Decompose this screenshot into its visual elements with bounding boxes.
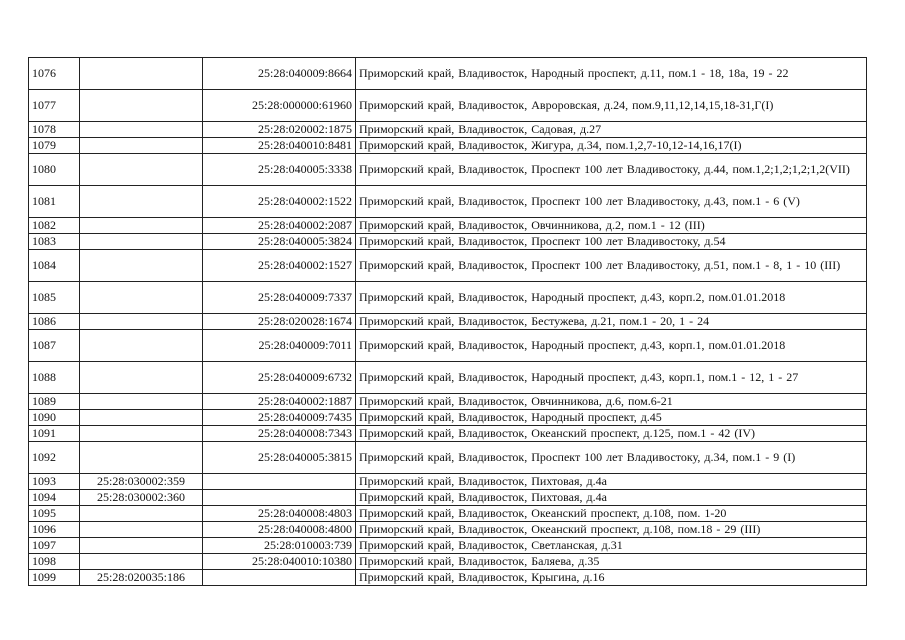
table-row <box>29 186 867 218</box>
old-cadastral-number-cell <box>80 522 203 538</box>
table-row <box>29 218 867 234</box>
old-cadastral-number-cell <box>80 90 203 122</box>
row-number-cell: 1090 <box>29 410 80 426</box>
address-cell: Приморский край, Владивосток, Проспект 100 лет Владивостоку, д.44, пом.1,2;1,2;1,2;1,2(VII) <box>356 154 867 186</box>
table-row <box>29 506 867 522</box>
old-cadastral-number-cell <box>80 138 203 154</box>
row-number-cell: 1099 <box>29 570 80 586</box>
row-number-cell: 1088 <box>29 362 80 394</box>
cadastral-number-cell: 25:28:040002:1522 <box>203 186 356 218</box>
row-number-cell: 1078 <box>29 122 80 138</box>
address-cell: Приморский край, Владивосток, Народный проспект, д.43, корп.1, пом.1 - 12, 1 - 27 <box>356 362 867 394</box>
row-number-cell: 1085 <box>29 282 80 314</box>
table-row <box>29 426 867 442</box>
old-cadastral-number-cell <box>80 218 203 234</box>
cadastral-number-cell: 25:28:040009:7337 <box>203 282 356 314</box>
row-number-cell: 1097 <box>29 538 80 554</box>
row-number-cell: 1084 <box>29 250 80 282</box>
cadastral-number-cell: 25:28:010003:739 <box>203 538 356 554</box>
cadastral-number-cell <box>203 490 356 506</box>
row-number-cell: 1082 <box>29 218 80 234</box>
address-cell: Приморский край, Владивосток, Проспект 100 лет Владивостоку, д.34, пом.1 - 9 (I) <box>356 442 867 474</box>
old-cadastral-number-cell <box>80 234 203 250</box>
cadastral-number-cell: 25:28:040005:3815 <box>203 442 356 474</box>
row-number-cell: 1096 <box>29 522 80 538</box>
table-row <box>29 410 867 426</box>
table-row <box>29 154 867 186</box>
address-cell: Приморский край, Владивосток, Океанский проспект, д.108, пом.18 - 29 (III) <box>356 522 867 538</box>
old-cadastral-number-cell: 25:28:030002:359 <box>80 474 203 490</box>
table-row <box>29 330 867 362</box>
address-cell: Приморский край, Владивосток, Народный проспект, д.45 <box>356 410 867 426</box>
row-number-cell: 1086 <box>29 314 80 330</box>
address-cell: Приморский край, Владивосток, Жигура, д.34, пом.1,2,7-10,12-14,16,17(I) <box>356 138 867 154</box>
address-cell: Приморский край, Владивосток, Океанский проспект, д.108, пом. 1-20 <box>356 506 867 522</box>
row-number-cell: 1083 <box>29 234 80 250</box>
cadastral-number-cell: 25:28:040009:6732 <box>203 362 356 394</box>
old-cadastral-number-cell <box>80 362 203 394</box>
old-cadastral-number-cell <box>80 314 203 330</box>
table-row <box>29 554 867 570</box>
address-cell: Приморский край, Владивосток, Океанский проспект, д.125, пом.1 - 42 (IV) <box>356 426 867 442</box>
old-cadastral-number-cell <box>80 442 203 474</box>
cadastral-number-cell: 25:28:040009:8664 <box>203 58 356 90</box>
table-row <box>29 394 867 410</box>
table-row <box>29 362 867 394</box>
table-row <box>29 442 867 474</box>
cadastral-number-cell: 25:28:040005:3824 <box>203 234 356 250</box>
table-row <box>29 90 867 122</box>
cadastral-number-cell: 25:28:040002:2087 <box>203 218 356 234</box>
address-cell: Приморский край, Владивосток, Пихтовая, д.4а <box>356 474 867 490</box>
row-number-cell: 1080 <box>29 154 80 186</box>
table-row <box>29 234 867 250</box>
cadastral-number-cell: 25:28:040008:7343 <box>203 426 356 442</box>
row-number-cell: 1079 <box>29 138 80 154</box>
old-cadastral-number-cell: 25:28:020035:186 <box>80 570 203 586</box>
table-row <box>29 474 867 490</box>
address-cell: Приморский край, Владивосток, Бестужева, д.21, пом.1 - 20, 1 - 24 <box>356 314 867 330</box>
old-cadastral-number-cell <box>80 394 203 410</box>
old-cadastral-number-cell <box>80 154 203 186</box>
old-cadastral-number-cell <box>80 554 203 570</box>
cadastral-number-cell: 25:28:040008:4803 <box>203 506 356 522</box>
row-number-cell: 1089 <box>29 394 80 410</box>
table-row <box>29 138 867 154</box>
cadastral-number-cell: 25:28:040009:7011 <box>203 330 356 362</box>
table-row <box>29 250 867 282</box>
cadastral-number-cell: 25:28:040002:1527 <box>203 250 356 282</box>
row-number-cell: 1087 <box>29 330 80 362</box>
table-row <box>29 522 867 538</box>
old-cadastral-number-cell <box>80 426 203 442</box>
address-cell: Приморский край, Владивосток, Баляева, д.35 <box>356 554 867 570</box>
old-cadastral-number-cell <box>80 250 203 282</box>
cadastral-number-cell: 25:28:000000:61960 <box>203 90 356 122</box>
cadastral-number-cell: 25:28:040009:7435 <box>203 410 356 426</box>
row-number-cell: 1076 <box>29 58 80 90</box>
old-cadastral-number-cell: 25:28:030002:360 <box>80 490 203 506</box>
table-row <box>29 58 867 90</box>
address-cell: Приморский край, Владивосток, Светланская, д.31 <box>356 538 867 554</box>
old-cadastral-number-cell <box>80 410 203 426</box>
address-cell: Приморский край, Владивосток, Народный проспект, д.11, пом.1 - 18, 18а, 19 - 22 <box>356 58 867 90</box>
address-cell: Приморский край, Владивосток, Крыгина, д.16 <box>356 570 867 586</box>
registry-table-body <box>29 58 867 586</box>
row-number-cell: 1081 <box>29 186 80 218</box>
address-cell: Приморский край, Владивосток, Проспект 100 лет Владивостоку, д.51, пом.1 - 8, 1 - 10 (III) <box>356 250 867 282</box>
old-cadastral-number-cell <box>80 506 203 522</box>
table-row <box>29 570 867 586</box>
address-cell: Приморский край, Владивосток, Овчинникова, д.2, пом.1 - 12 (III) <box>356 218 867 234</box>
row-number-cell: 1094 <box>29 490 80 506</box>
address-cell: Приморский край, Владивосток, Народный проспект, д.43, корп.1, пом.01.01.2018 <box>356 330 867 362</box>
registry-table <box>28 57 867 586</box>
old-cadastral-number-cell <box>80 186 203 218</box>
address-cell: Приморский край, Владивосток, Пихтовая, д.4а <box>356 490 867 506</box>
row-number-cell: 1092 <box>29 442 80 474</box>
address-cell: Приморский край, Владивосток, Садовая, д.27 <box>356 122 867 138</box>
table-row <box>29 490 867 506</box>
table-row <box>29 314 867 330</box>
table-row <box>29 538 867 554</box>
address-cell: Приморский край, Владивосток, Овчинникова, д.6, пом.6-21 <box>356 394 867 410</box>
address-cell: Приморский край, Владивосток, Проспект 100 лет Владивостоку, д.43, пом.1 - 6 (V) <box>356 186 867 218</box>
table-row <box>29 122 867 138</box>
cadastral-number-cell: 25:28:020028:1674 <box>203 314 356 330</box>
cadastral-number-cell: 25:28:040008:4800 <box>203 522 356 538</box>
row-number-cell: 1091 <box>29 426 80 442</box>
old-cadastral-number-cell <box>80 282 203 314</box>
row-number-cell: 1077 <box>29 90 80 122</box>
address-cell: Приморский край, Владивосток, Проспект 100 лет Владивостоку, д.54 <box>356 234 867 250</box>
cadastral-number-cell <box>203 474 356 490</box>
cadastral-number-cell <box>203 570 356 586</box>
old-cadastral-number-cell <box>80 58 203 90</box>
row-number-cell: 1098 <box>29 554 80 570</box>
address-cell: Приморский край, Владивосток, Авроровская, д.24, пом.9,11,12,14,15,18-31,Г(I) <box>356 90 867 122</box>
cadastral-number-cell: 25:28:020002:1875 <box>203 122 356 138</box>
cadastral-number-cell: 25:28:040010:8481 <box>203 138 356 154</box>
cadastral-number-cell: 25:28:040002:1887 <box>203 394 356 410</box>
table-row <box>29 282 867 314</box>
cadastral-number-cell: 25:28:040010:10380 <box>203 554 356 570</box>
row-number-cell: 1093 <box>29 474 80 490</box>
row-number-cell: 1095 <box>29 506 80 522</box>
old-cadastral-number-cell <box>80 538 203 554</box>
cadastral-number-cell: 25:28:040005:3338 <box>203 154 356 186</box>
old-cadastral-number-cell <box>80 122 203 138</box>
old-cadastral-number-cell <box>80 330 203 362</box>
address-cell: Приморский край, Владивосток, Народный проспект, д.43, корп.2, пом.01.01.2018 <box>356 282 867 314</box>
